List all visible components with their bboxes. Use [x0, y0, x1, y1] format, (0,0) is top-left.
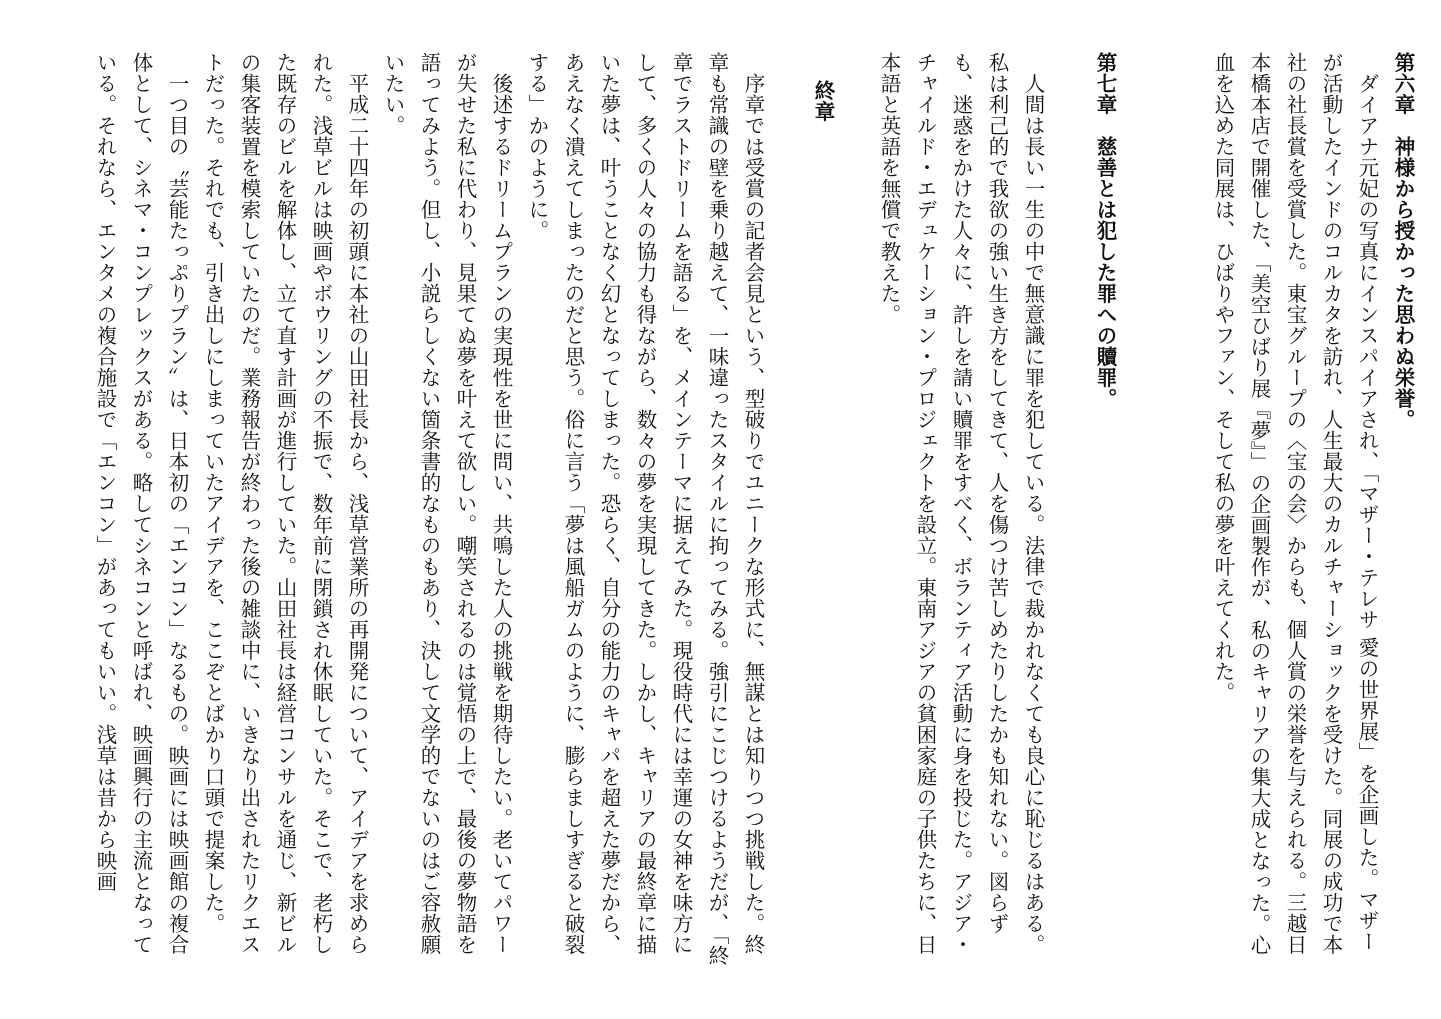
paragraph-4: 一つ目の〝芸能たっぷりプラン〟は、日本初の「エンコン」なるもの。映画には映画館の複合体として、シネマ・コンプレックスがある。略してシネコンと呼ばれ、映画興行の主流となっている。それなら、エンタメの複合施設で「エンコン」があってもいい。浅草は昔から映画: [93, 52, 189, 955]
final-chapter-body: [11, 52, 771, 972]
paragraph-1: 序章では受賞の記者会見という、型破りでユニークな形式に、無謀とは知りつつ挑戦した。終章も常識の壁を乗り越えて、一味違ったスタイルに拘ってみる。強引にこじつけるようだが、「終章でラストドリームを語る」を、メインテーマに据えてみた。現役時代には幸運の女神を味方にして、多くの人々の協力も得ながら、数々の夢を実現してきた。しかし、キャリアの最終章に描いた夢は、叶うことなく幻となってしまった。恐らく、自分の能力のキャパを超えた夢だから、あえなく潰えてしまったのだと思う。俗に言う「夢は風船ガムのように、膨らましすぎると破裂する」かのように。: [525, 52, 765, 966]
chapter6-heading: 第六章 神様から授かった思わぬ栄誉。: [1391, 52, 1415, 430]
paragraph-3: 平成二十四年の初頭に本社の山田社長から、浅草営業所の再開発について、アイデアを求められた。浅草ビルは映画やボウリングの不振で、数年前に閉鎖され休眠していた。そこで、老朽した既存のビルを解体し、立て直す計画が進行していた。山田社長は経営コンサルを通じ、新ビルの集客装置を模索していたのだ。業務報告が終わった後の雑談中に、いきなり出されたリクエストだった。それでも、引き出しにしまっていたアイデアを、ここぞとばかり口頭で提案した。: [201, 52, 369, 955]
chapter7-heading: 第七章 慈善とは犯した罪への贖罪。: [1093, 52, 1117, 409]
chapter7-body: 人間は長い一生の中で無意識に罪を犯している。法律で裁かれなくても良心に恥じるはある。私は利己的で我欲の強い生き方をしてきて、人を傷つけ苦しめたりしたかも知れない。図らずも、迷惑をかけた人々に、許しを請い贖罪をすべく、ボランティア活動に身を投じた。アジア・チャイルド・エデュケーション・プロジェクトを設立。東南アジアの貧困家庭の子供たちに、日本語と英語を無償で教えた。: [877, 52, 1045, 955]
chapter6-body: ダイアナ元妃の写真にインスパイアされ、「マザー・テレサ 愛の世界展」を企画した。マザーが活動したインドのコルカタを訪れ、人生最大のカルチャーショックを受けた。同展の成功で本社の社長賞を受賞した。東宝グループの〈宝の会〉からも、個人賞の栄誉を与えられる。三越日本橋本店で開催した、「美空ひばり展『夢』」の企画製作が、私のキャリアの集大成となった。心血を込めた同展は、ひばりやファン、そして私の夢を叶えてくれた。: [1211, 52, 1379, 956]
final-chapter-heading: 終章: [811, 80, 835, 122]
paragraph-2: 後述するドリームプランの実現性を世に問い、共鳴した人の挑戦を期待したい。老いてパワーが失せた私に代わり、見果てぬ夢を叶えて欲しい。嘲笑されるのは覚悟の上で、最後の夢物語を語ってみよう。但し、小説らしくない箇条書的なものもあり、決して文学的でないのはご容赦願いたい。: [381, 52, 513, 955]
